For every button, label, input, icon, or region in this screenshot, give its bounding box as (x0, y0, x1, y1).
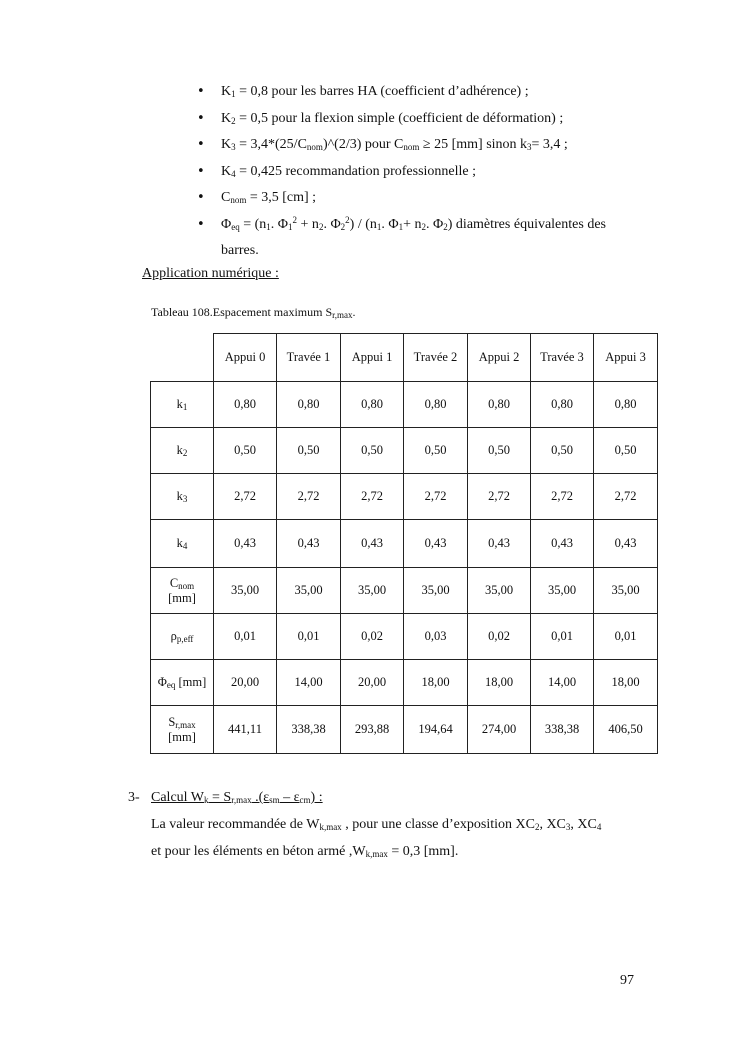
bullet-k4: • $K_4 = 0,425$ recommandation professionnelle ; (197, 159, 667, 186)
table-cell: 2,72 (214, 474, 277, 520)
bullet-k1: • $K_1 = 0,8$ pour les barres HA (coefficient d’adhérence) ; (197, 79, 667, 106)
row-label: $C_{nom}$ [mm] (151, 568, 214, 614)
table-cell: 20,00 (214, 660, 277, 706)
bullet-k3: • $K_3$ = $3,4*(25/C_{nom})\^{}(2/3)$ pour $C_{nom} \ge 25$ [mm] sinon $k_3= 3,4$ ; (197, 132, 667, 159)
table-cell: 2,72 (468, 474, 531, 520)
table-cell: 0,01 (594, 614, 658, 660)
row-label: $k_3$ (151, 474, 214, 520)
row-label: $k_2$ (151, 428, 214, 474)
table-cell: 293,88 (341, 706, 404, 754)
table-cell: 20,00 (341, 660, 404, 706)
bullet-cnom: • $C_{nom} = 3,5$ [cm] ; (197, 185, 667, 212)
bullet-list (197, 79, 667, 265)
table-cell: 0,01 (531, 614, 594, 660)
paragraph-line-2: et pour les éléments en béton armé $,W_{k,max} = 0,3$ [mm]. (151, 844, 459, 859)
table-cell: 0,50 (468, 428, 531, 474)
row-label: $\Phi_{eq}$ [mm] (151, 660, 214, 706)
column-header: Travée 2 (404, 334, 468, 382)
bullet-k2: • $K_2 = 0,5$ pour la flexion simple (coefficient de déformation) ; (197, 106, 667, 133)
table-caption: Tableau 108.Espacement maximum $S_{r,max}$. (151, 305, 356, 320)
table-row (151, 614, 658, 660)
table-corner-cell (151, 334, 214, 382)
column-header: Appui 0 (214, 334, 277, 382)
column-header: Appui 2 (468, 334, 531, 382)
column-header: Travée 1 (277, 334, 341, 382)
section-3-heading (128, 790, 323, 806)
table-cell: 18,00 (594, 660, 658, 706)
table-cell: 2,72 (277, 474, 341, 520)
table-cell: 0,80 (341, 382, 404, 428)
table-cell: 0,43 (341, 520, 404, 568)
row-label: $k_1$ (151, 382, 214, 428)
table-cell: 441,11 (214, 706, 277, 754)
paragraph-line-1: La valeur recommandée de $W_{k,max}$ , pour une classe d’exposition $XC_2$, $XC_3$, $XC_4$ (151, 817, 602, 832)
table-cell: 194,64 (404, 706, 468, 754)
table-cell: 2,72 (404, 474, 468, 520)
table-cell: 2,72 (594, 474, 658, 520)
table-cell: 14,00 (277, 660, 341, 706)
column-header: Appui 1 (341, 334, 404, 382)
table-cell: 0,02 (468, 614, 531, 660)
table-row (151, 520, 658, 568)
table-cell: 0,43 (277, 520, 341, 568)
table-cell: 18,00 (404, 660, 468, 706)
table-row (151, 382, 658, 428)
table-cell: 0,01 (214, 614, 277, 660)
table-cell: 35,00 (594, 568, 658, 614)
table-cell: 0,80 (214, 382, 277, 428)
table-cell: 0,03 (404, 614, 468, 660)
application-heading: Application numérique : (142, 266, 279, 281)
table-cell: 0,43 (404, 520, 468, 568)
table-cell: 0,01 (277, 614, 341, 660)
table-cell: 35,00 (277, 568, 341, 614)
table-cell: 0,02 (341, 614, 404, 660)
row-label: $S_{r,max}$ [mm] (151, 706, 214, 754)
table-cell: 0,80 (277, 382, 341, 428)
table-row (151, 706, 658, 754)
table-cell: 0,43 (468, 520, 531, 568)
table-cell: 0,43 (531, 520, 594, 568)
table-cell: 14,00 (531, 660, 594, 706)
table-cell: 0,43 (214, 520, 277, 568)
table-row (151, 660, 658, 706)
section-number: 3- (128, 790, 140, 805)
table-cell: 35,00 (214, 568, 277, 614)
table-cell: 0,50 (277, 428, 341, 474)
table-row (151, 568, 658, 614)
table-cell: 35,00 (468, 568, 531, 614)
table-cell: 2,72 (531, 474, 594, 520)
table-cell: 0,50 (214, 428, 277, 474)
row-label: $k_4$ (151, 520, 214, 568)
section-title: Calcul $W_k = S_{r,max}$ $.(\varepsilon_{sm} - \varepsilon_{cm})$ : (151, 790, 323, 805)
table-cell: 0,50 (341, 428, 404, 474)
page-number: 97 (620, 973, 634, 988)
table-header-row (151, 334, 658, 382)
table-cell: 35,00 (531, 568, 594, 614)
table-cell: 18,00 (468, 660, 531, 706)
table-cell: 0,50 (404, 428, 468, 474)
table-cell: 0,43 (594, 520, 658, 568)
table-row (151, 474, 658, 520)
table-cell: 0,80 (468, 382, 531, 428)
table-cell: 35,00 (404, 568, 468, 614)
table-cell: 274,00 (468, 706, 531, 754)
table-cell: 0,80 (531, 382, 594, 428)
table-cell: 35,00 (341, 568, 404, 614)
table-cell: 0,50 (531, 428, 594, 474)
table-cell: 0,50 (594, 428, 658, 474)
table-row (151, 428, 658, 474)
table-cell: 338,38 (277, 706, 341, 754)
table-cell: 406,50 (594, 706, 658, 754)
table-cell: 0,80 (594, 382, 658, 428)
table-cell: 2,72 (341, 474, 404, 520)
column-header: Appui 3 (594, 334, 658, 382)
row-label: $\rho_{p,eff}$ (151, 614, 214, 660)
spacing-table (150, 333, 658, 754)
column-header: Travée 3 (531, 334, 594, 382)
bullet-phi-eq: • $\Phi_{eq} = (n_1$. $\Phi_1^2 + n_2$. $\Phi_2^2) / (n_1$. $\Phi_1+ n_2$. $\Phi_2$) diamètres équivalentes des barres. (197, 212, 667, 265)
table-cell: 338,38 (531, 706, 594, 754)
table-cell: 0,80 (404, 382, 468, 428)
